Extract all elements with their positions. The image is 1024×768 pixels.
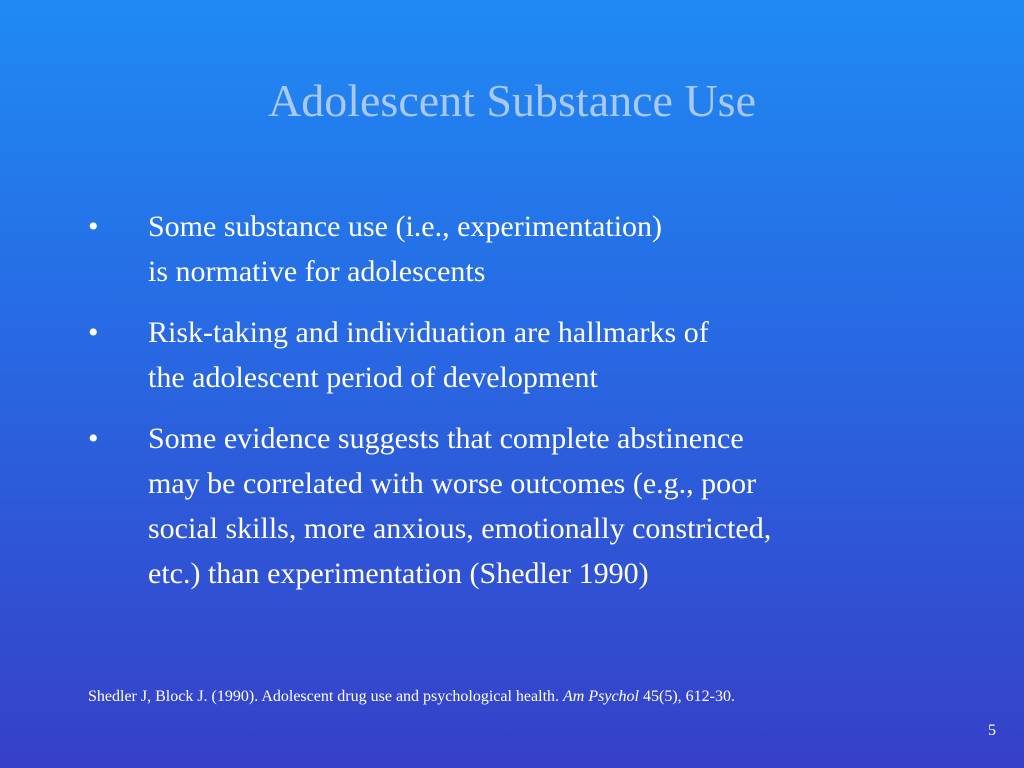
bullet-line: etc.) than experimentation (Shedler 1990) <box>148 557 649 590</box>
bullet-item-abstinence-evidence <box>0 416 1024 596</box>
bullet-line: social skills, more anxious, emotionally constricted, <box>148 512 772 545</box>
bullet-line: is normative for adolescents <box>148 255 486 288</box>
reference-journal: Am Psychol <box>563 688 639 705</box>
bullet-line: may be correlated with worse outcomes (e.g., poor <box>148 467 757 500</box>
slide-page-number: 5 <box>988 722 996 739</box>
bullet-line: Some substance use (i.e., experimentation) <box>148 210 663 243</box>
bullet-line: Risk-taking and individuation are hallmarks of <box>148 316 709 349</box>
bullet-item-normative-use <box>0 204 1024 294</box>
reference-text: Shedler J, Block J. (1990). Adolescent drug use and psychological health. <box>88 688 564 705</box>
reference-volume-pages: 45(5), 612-30. <box>639 688 735 705</box>
bullet-item-risk-taking <box>0 310 1024 400</box>
reference-citation <box>88 686 735 708</box>
bullet-marker: • <box>88 422 99 455</box>
bullet-marker: • <box>88 210 99 243</box>
bullet-marker: • <box>88 316 99 349</box>
bullet-list <box>0 204 1024 612</box>
bullet-line: Some evidence suggests that complete abstinence <box>148 422 744 455</box>
bullet-line: the adolescent period of development <box>148 361 598 394</box>
slide-title: Adolescent Substance Use <box>268 75 756 126</box>
